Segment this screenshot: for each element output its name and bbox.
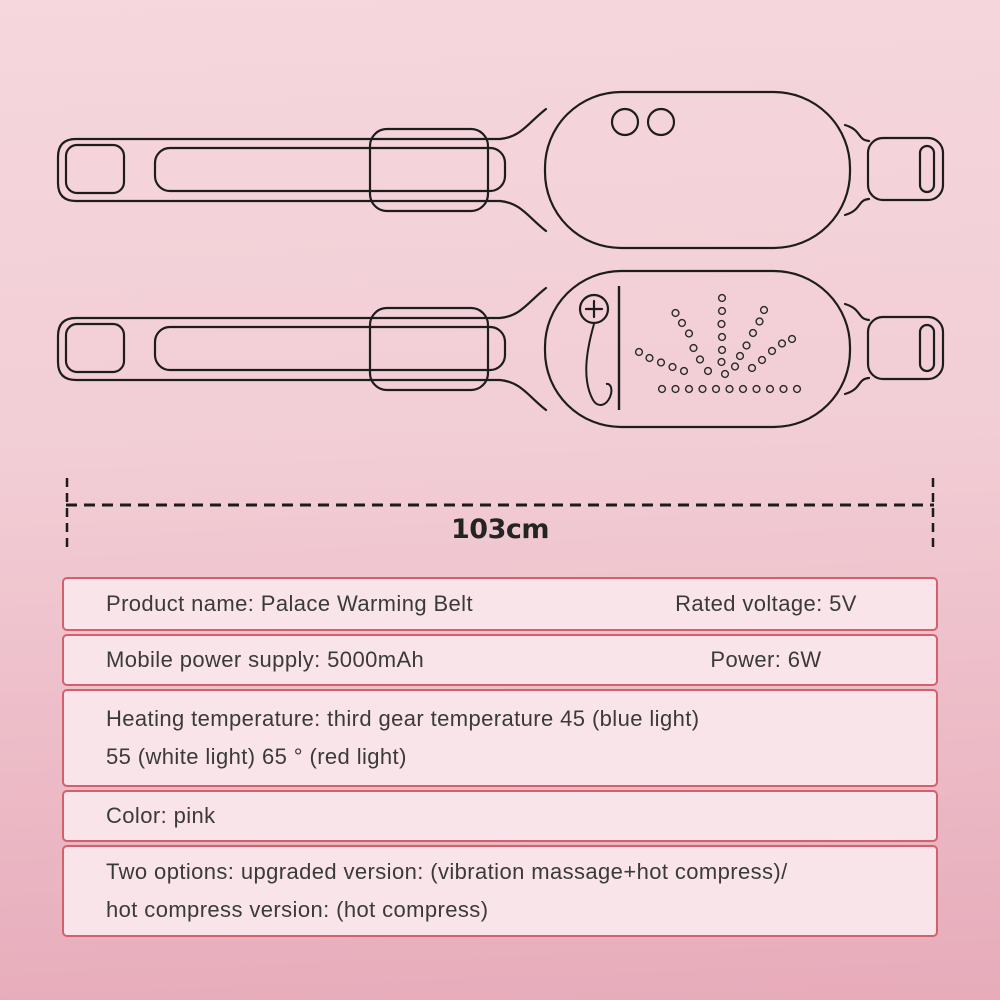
- spec-line: hot compress version: (hot compress): [106, 897, 489, 922]
- spec-line: Heating temperature: third gear temperature 45 (blue light): [106, 706, 700, 731]
- spec-left-text: Product name: Palace Warming Belt: [106, 591, 473, 616]
- heating-holes-pattern: [636, 295, 801, 393]
- spec-row-heating-temperature: [62, 689, 938, 787]
- belt-top-view: [58, 92, 943, 248]
- spec-line: Two options: upgraded version: (vibration massage+hot compress)/: [106, 859, 788, 884]
- spec-right-text: Power: 6W: [710, 647, 822, 672]
- dimension-label: 103cm: [451, 514, 549, 545]
- belt-diagram: [0, 0, 1000, 460]
- dimension-indicator: [60, 472, 940, 562]
- spec-row-power-supply: [62, 634, 938, 686]
- spec-right-text: Rated voltage: 5V: [675, 591, 857, 616]
- spec-left-text: Mobile power supply: 5000mAh: [106, 647, 425, 672]
- spec-left-text: Color: pink: [106, 803, 216, 828]
- belt-bottom-view: [58, 271, 943, 427]
- plus-button-icon: [580, 295, 608, 323]
- spec-line: 55 (white light) 65 ° (red light): [106, 744, 407, 769]
- spec-row-product-name: [62, 577, 938, 631]
- cable-line: [586, 324, 611, 405]
- spec-row-color: [62, 790, 938, 842]
- spec-table: [62, 577, 938, 940]
- spec-row-options: [62, 845, 938, 937]
- spec-left-text: [106, 700, 936, 776]
- device-buttons-icon: [612, 109, 674, 135]
- spec-left-text: [106, 853, 936, 929]
